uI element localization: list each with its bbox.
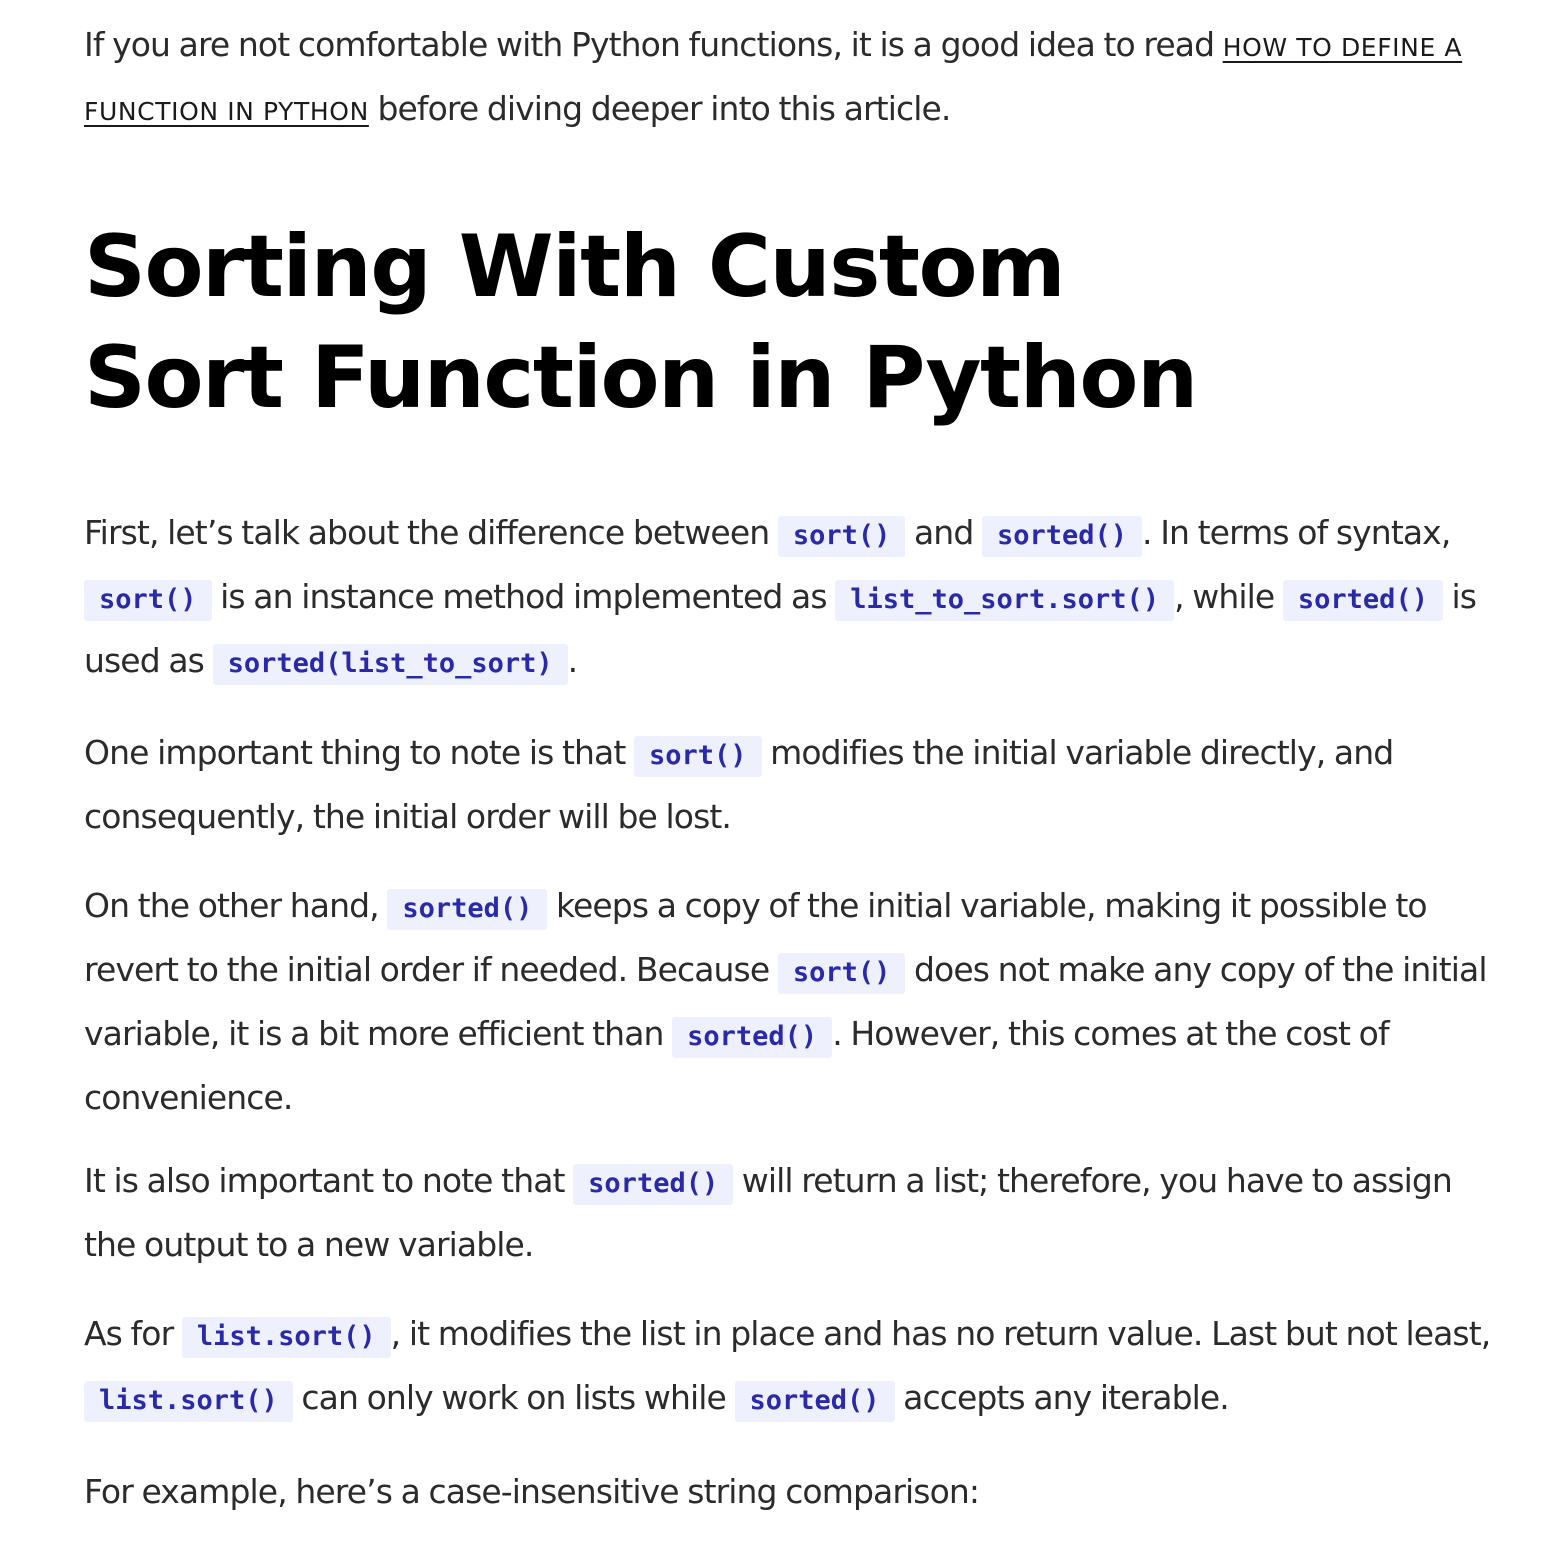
text-segment: On the other hand, (84, 886, 388, 925)
inline-code: sort() (84, 580, 212, 621)
inline-code: sorted() (573, 1164, 733, 1205)
text-segment: As for (84, 1314, 182, 1353)
paragraph-sort-vs-sorted (84, 502, 1494, 694)
text-segment: , while (1174, 577, 1283, 616)
text-segment: does not make any copy of the initial variable, it is a bit more efficient than (84, 950, 1487, 1053)
inline-code: sort() (778, 516, 906, 557)
inline-code: list.sort() (84, 1381, 293, 1422)
text-segment: First, let’s talk about the difference between (84, 513, 778, 552)
text-segment: is an instance method implemented as (211, 577, 836, 616)
text-segment: One important thing to note is that (84, 733, 634, 772)
inline-code: list.sort() (182, 1317, 391, 1358)
text-segment: keeps a copy of the initial variable, making it possible to revert to the initial order if needed. Because (84, 886, 1427, 989)
text-segment: and (905, 513, 982, 552)
inline-code: sorted() (1283, 580, 1443, 621)
intro-text-after: before diving deeper into this article. (368, 89, 951, 128)
text-segment: , it modifies the list in place and has no return value. Last but not least, (390, 1314, 1491, 1353)
inline-code: sort() (634, 736, 762, 777)
text-segment: accepts any iterable. (894, 1378, 1229, 1417)
inline-code: sorted() (735, 1381, 895, 1422)
inline-code: sorted() (982, 516, 1142, 557)
inline-code: sorted() (387, 889, 547, 930)
text-segment: It is also important to note that (84, 1161, 574, 1200)
paragraph-sort-modifies (84, 722, 1494, 847)
text-segment: . In terms of syntax, (1142, 513, 1451, 552)
text-segment: will return a list; therefore, you have to assign the output to a new variable. (84, 1161, 1452, 1264)
text-segment: . However, this comes at the cost of convenience. (84, 1014, 1389, 1117)
inline-code: list_to_sort.sort() (835, 580, 1174, 621)
text-segment: can only work on lists while (292, 1378, 735, 1417)
define-function-link[interactable]: HOW TO DEFINE A FUNCTION IN PYTHON (84, 33, 1463, 126)
paragraph-sorted-copy (84, 875, 1494, 1128)
text-segment: For example, here’s a case-insensitive string comparison: (84, 1472, 980, 1511)
text-segment: is used as (84, 577, 1477, 680)
inline-code: sorted(list_to_sort) (213, 644, 568, 685)
inline-code: sorted() (672, 1017, 832, 1058)
text-segment: modifies the initial variable directly, and consequently, the initial order will be lost. (84, 733, 1394, 836)
paragraph-sorted-returns-list (84, 1150, 1494, 1275)
intro-text-before: If you are not comfortable with Python functions, it is a good idea to read (84, 25, 1223, 64)
paragraph-list-sort (84, 1303, 1494, 1431)
inline-code: sort() (778, 953, 906, 994)
paragraph-example-intro (84, 1461, 979, 1522)
intro-paragraph (84, 14, 1494, 142)
text-segment: . (567, 641, 578, 680)
section-heading: Sorting With Custom Sort Function in Python (84, 217, 1197, 428)
